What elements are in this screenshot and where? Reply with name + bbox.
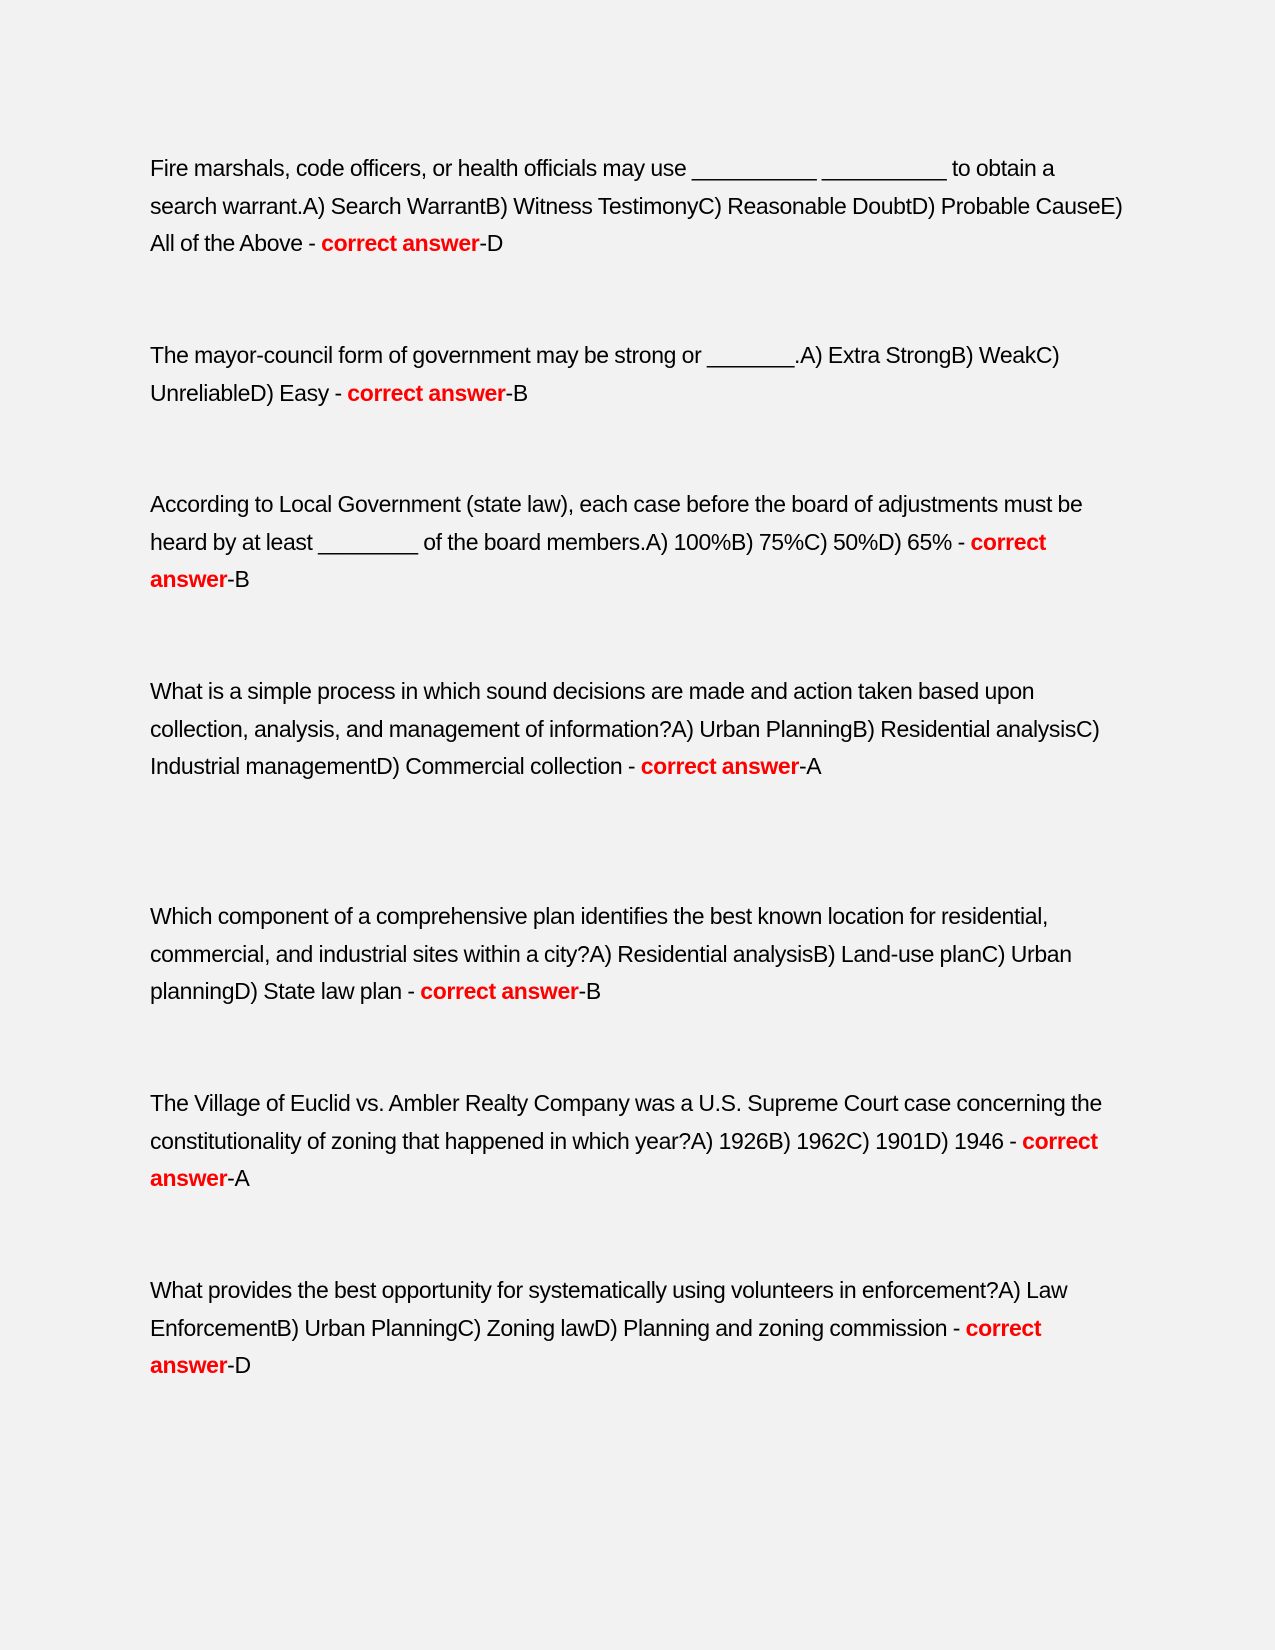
answer-prefix: - (479, 230, 487, 256)
question-block-7 (150, 1272, 1125, 1385)
question-text: The mayor-council form of government may be strong or _______.A) Extra StrongB) WeakC) UnreliableD) Easy (150, 342, 1060, 406)
separator: - (947, 1314, 966, 1341)
question-text: What is a simple process in which sound decisions are made and action taken based upon collection, analysis, and management of information?A) Urban PlanningB) Residential analysisC) Industrial managementD) Commercial collection (150, 678, 1100, 779)
correct-answer-label: correct answer (150, 1314, 1042, 1378)
answer-letter: D (234, 1352, 251, 1378)
answer-prefix: - (227, 1352, 235, 1378)
separator: - (328, 379, 348, 406)
correct-answer-label: correct answer (321, 230, 480, 256)
question-block-6 (150, 1085, 1125, 1198)
separator: - (401, 978, 421, 1004)
answer-prefix: - (227, 1165, 235, 1191)
answer-letter: A (806, 753, 822, 779)
question-block-4 (150, 673, 1125, 786)
separator: - (952, 528, 971, 555)
question-text: Which component of a comprehensive plan identifies the best known location for residential, commercial, and industrial sites within a city?A) Residential analysisB) Land-use planC) Urban planningD) State law plan (150, 903, 1072, 1004)
correct-answer-label: correct answer (150, 528, 1046, 592)
separator: - (1003, 1127, 1023, 1154)
question-block-5 (150, 898, 1125, 1011)
correct-answer-label: correct answer (347, 379, 506, 406)
question-text: Fire marshals, code officers, or health officials may use __________ __________ to obtain a search warrant.A) Search WarrantB) Witness TestimonyC) Reasonable DoubtD) Probable CauseE) All of the Above (150, 155, 1123, 256)
answer-prefix: - (505, 379, 513, 406)
answer-letter: D (486, 230, 503, 256)
correct-answer-label: correct answer (150, 1127, 1098, 1191)
answer-prefix: - (798, 753, 807, 779)
answer-letter: B (512, 379, 528, 406)
correct-answer-label: correct answer (640, 753, 799, 779)
answer-letter: B (234, 566, 250, 592)
separator: - (622, 753, 641, 779)
answer-letter: A (234, 1165, 250, 1191)
question-text: The Village of Euclid vs. Ambler Realty Company was a U.S. Supreme Court case concerning the constitutionality of zoning that happened in which year?A) 1926B) 1962C) 1901D) 1946 (150, 1090, 1102, 1154)
question-block-1 (150, 150, 1125, 263)
answer-prefix: - (227, 566, 235, 592)
separator: - (302, 230, 322, 256)
question-text: According to Local Government (state law), each case before the board of adjustments must be heard by at least ________ of the board members.A) 100%B) 75%C) 50%D) 65% (150, 491, 1083, 555)
question-block-2 (150, 337, 1125, 412)
question-block-3 (150, 486, 1125, 599)
question-text: What provides the best opportunity for systematically using volunteers in enforcement?A) Law EnforcementB) Urban PlanningC) Zoning lawD) Planning and zoning commission (150, 1277, 1068, 1341)
correct-answer-label: correct answer (420, 978, 579, 1004)
answer-prefix: - (578, 978, 586, 1004)
answer-letter: B (585, 978, 601, 1004)
